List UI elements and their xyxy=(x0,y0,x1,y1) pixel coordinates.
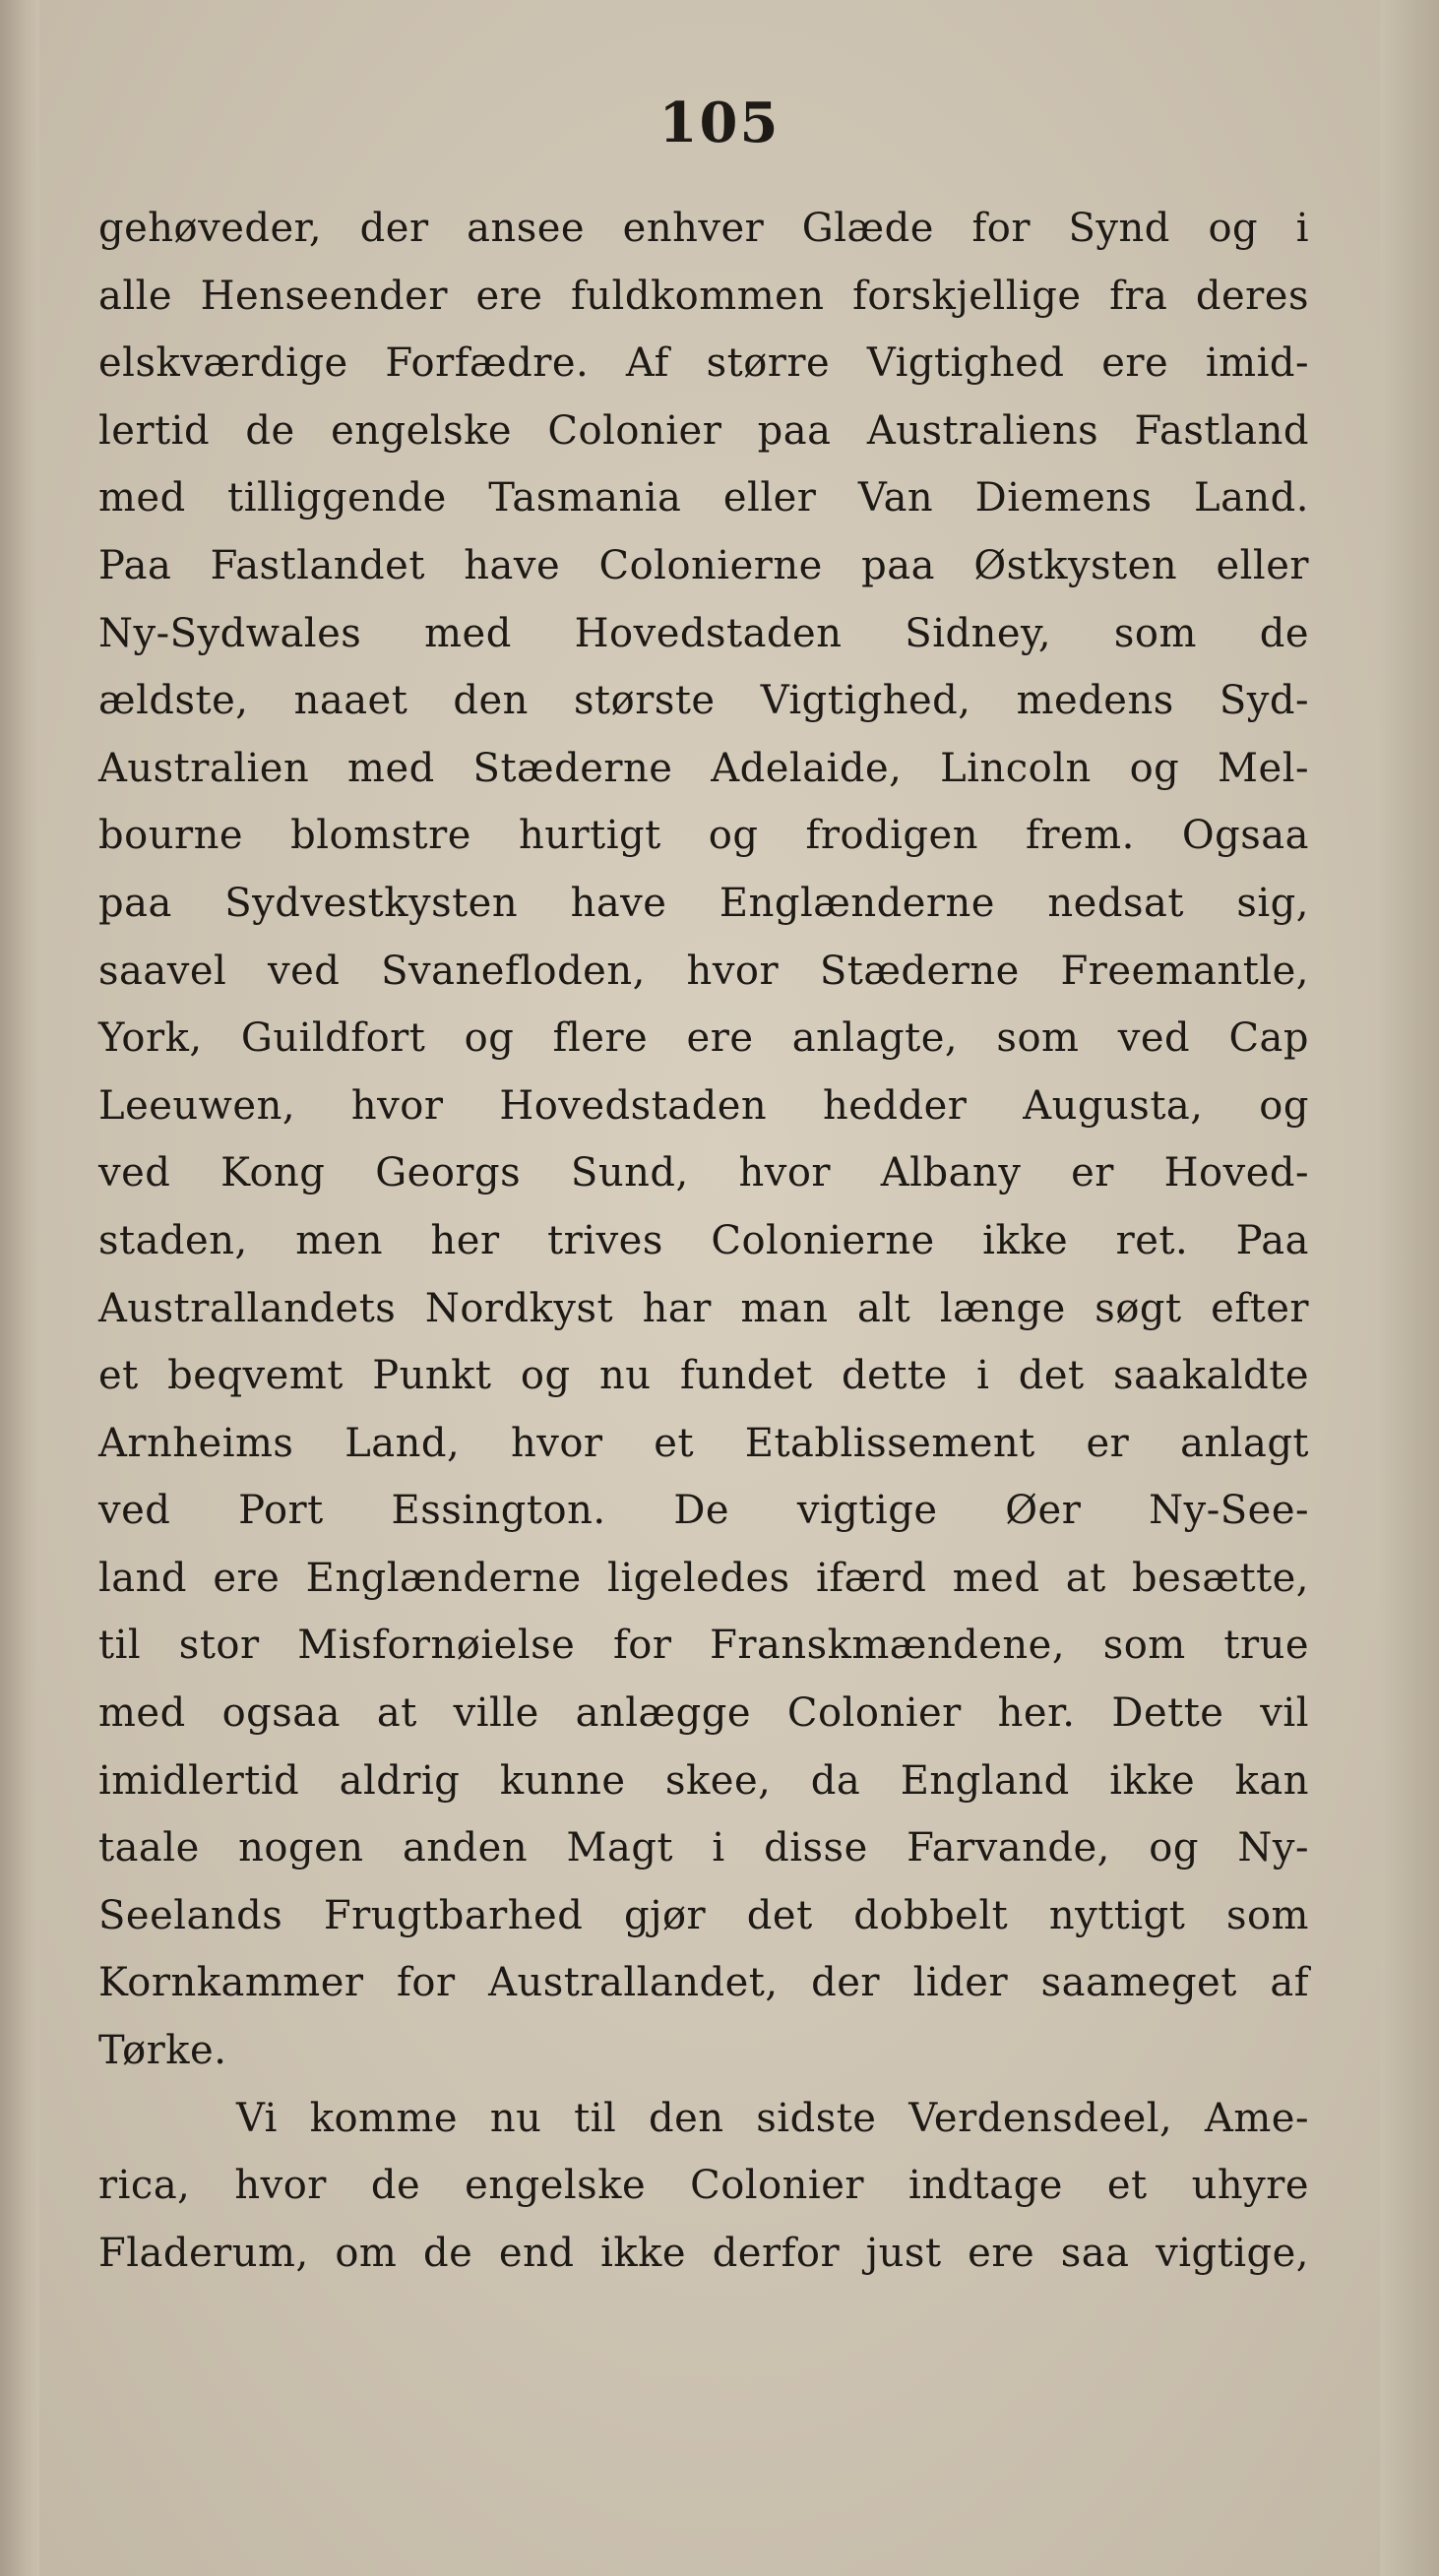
text-line: Paa Fastlandet have Colonierne paa Østkysten eller xyxy=(98,542,1309,588)
text-line: York, Guildfort og flere ere anlagte, som ved Cap xyxy=(98,1015,1309,1062)
text-line: ved Kong Georgs Sund, hvor Albany er Hoved- xyxy=(98,1150,1309,1196)
text-line: Tørke. xyxy=(98,2028,227,2074)
text-line: staden, men her trives Colonierne ikke ret. Paa xyxy=(98,1217,1309,1263)
text-line: elskværdige Forfædre. Af større Vigtighed ere imid- xyxy=(98,340,1309,387)
text-line: Ny-Sydwales med Hovedstaden Sidney, som de xyxy=(98,610,1309,656)
page-edge-left xyxy=(0,0,39,2576)
text-line: land ere Englænderne ligeledes ifærd med at besætte, xyxy=(98,1555,1309,1601)
page-number: 105 xyxy=(658,91,781,155)
text-line: ældste, naaet den største Vigtighed, medens Syd- xyxy=(98,678,1309,724)
text-line: gehøveder, der ansee enhver Glæde for Synd og i xyxy=(98,206,1309,251)
body-text xyxy=(98,195,1309,2287)
text-line: ved Port Essington. De vigtige Øer Ny-See- xyxy=(98,1488,1309,1534)
text-line: rica, hvor de engelske Colonier indtage et uhyre xyxy=(98,2163,1309,2209)
text-line: lertid de engelske Colonier paa Australiens Fastland xyxy=(98,407,1309,454)
text-line: taale nogen anden Magt i disse Farvande, og Ny- xyxy=(98,1825,1309,1871)
text-line: saavel ved Svanefloden, hvor Stæderne Freemantle, xyxy=(98,948,1309,994)
text-line: paa Sydvestkysten have Englænderne nedsat sig, xyxy=(98,880,1309,926)
page-edge-right xyxy=(1380,0,1439,2576)
text-line: Australien med Stæderne Adelaide, Lincoln og Mel- xyxy=(98,745,1309,791)
text-line: Fladerum, om de end ikke derfor just ere saa vigtige, xyxy=(98,2230,1309,2276)
text-line: alle Henseender ere fuldkommen forskjellige fra deres xyxy=(98,273,1309,319)
text-line: med tilliggende Tasmania eller Van Diemens Land. xyxy=(98,475,1309,521)
text-line: imidlertid aldrig kunne skee, da England ikke kan xyxy=(98,1757,1309,1804)
text-line: Kornkammer for Australlandet, der lider saameget af xyxy=(98,1960,1309,2006)
text-line: et beqvemt Punkt og nu fundet dette i det saakaldte xyxy=(98,1353,1309,1399)
text-line: Australlandets Nordkyst har man alt længe søgt efter xyxy=(98,1285,1309,1331)
text-line: med ogsaa at ville anlægge Colonier her. Dette vil xyxy=(98,1690,1309,1737)
text-line: Arnheims Land, hvor et Etablissement er anlagt xyxy=(98,1420,1309,1466)
text-line: Seelands Frugtbarhed gjør det dobbelt nyttigt som xyxy=(98,1892,1309,1938)
text-line: Leeuwen, hvor Hovedstaden hedder Augusta, og xyxy=(98,1082,1309,1129)
text-line: Vi komme nu til den sidste Verdensdeel, Ame- xyxy=(236,2095,1309,2141)
text-line: bourne blomstre hurtigt og frodigen frem. Ogsaa xyxy=(98,813,1309,859)
text-line: til stor Misfornøielse for Franskmændene, som true xyxy=(98,1623,1309,1669)
